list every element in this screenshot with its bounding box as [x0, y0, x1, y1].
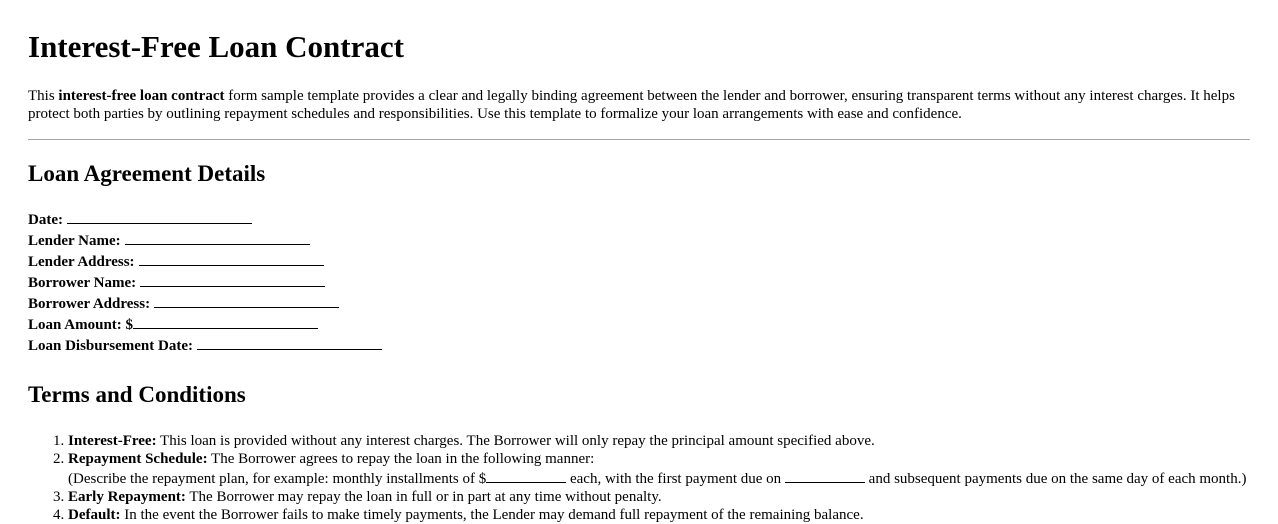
intro-text: form sample template provides a clear and legally binding agreement between the lender and borrower, ensuring transparent terms without any interest charges. It helps protect both parties by outlining repayment schedules and responsibilities. Use this template to formalize your loan arrangements with ease and confidence. [28, 88, 1235, 122]
details-heading: Loan Agreement Details [28, 161, 266, 186]
term-label: Interest-Free: [68, 433, 157, 449]
page-title: Interest-Free Loan Contract [28, 29, 404, 64]
field-borrower-name-blank[interactable] [140, 271, 325, 287]
term-item [68, 488, 1250, 506]
term-text: The Borrower may repay the loan in full or in part at any time without penalty. [185, 489, 662, 505]
field-borrower-address-label: Borrower Address: [28, 296, 151, 312]
first-payment-date-blank[interactable] [785, 468, 865, 483]
repayment-plan-text-b: each, with the first payment due on [566, 471, 785, 487]
term-item [68, 506, 1250, 524]
term-label: Repayment Schedule: [68, 451, 208, 467]
repayment-plan-text-c: and subsequent payments due on the same day of each month.) [864, 471, 1247, 487]
term-item [68, 450, 1250, 488]
field-disbursement-date [28, 334, 1250, 355]
term-label: Early Repayment: [68, 489, 186, 505]
term-label: Default: [68, 507, 121, 523]
terms-heading: Terms and Conditions [28, 382, 246, 407]
details-fields [28, 208, 1250, 355]
field-lender-name [28, 229, 1250, 250]
field-date-label: Date: [28, 212, 63, 228]
field-disbursement-date-label: Loan Disbursement Date: [28, 338, 193, 354]
field-borrower-address [28, 292, 1250, 313]
term-item [68, 432, 1250, 450]
field-loan-amount [28, 313, 1250, 334]
repayment-plan-text-a: (Describe the repayment plan, for example: monthly installments of $ [68, 471, 487, 487]
terms-list [28, 432, 1250, 524]
installment-amount-blank[interactable] [486, 468, 566, 483]
field-borrower-name [28, 271, 1250, 292]
term-text: In the event the Borrower fails to make timely payments, the Lender may demand full repayment of the remaining balance. [120, 507, 864, 523]
field-disbursement-date-blank[interactable] [197, 334, 382, 350]
field-date-blank[interactable] [67, 208, 252, 224]
field-lender-name-blank[interactable] [125, 229, 310, 245]
field-loan-amount-blank[interactable] [133, 313, 318, 329]
field-borrower-address-blank[interactable] [154, 292, 339, 308]
field-lender-address [28, 250, 1250, 271]
intro-paragraph [28, 87, 1250, 123]
field-date [28, 208, 1250, 229]
field-lender-name-label: Lender Name: [28, 233, 121, 249]
field-lender-address-label: Lender Address: [28, 254, 135, 270]
intro-bold-term: interest-free loan contract [58, 88, 225, 104]
field-lender-address-blank[interactable] [139, 250, 324, 266]
term-text: This loan is provided without any interest charges. The Borrower will only repay the principal amount specified above. [156, 433, 875, 449]
field-borrower-name-label: Borrower Name: [28, 275, 137, 291]
intro-prefix: This [28, 88, 59, 104]
field-loan-amount-label: Loan Amount: $ [28, 317, 134, 333]
term-text: The Borrower agrees to repay the loan in the following manner: [207, 451, 595, 467]
section-divider [28, 139, 1250, 140]
